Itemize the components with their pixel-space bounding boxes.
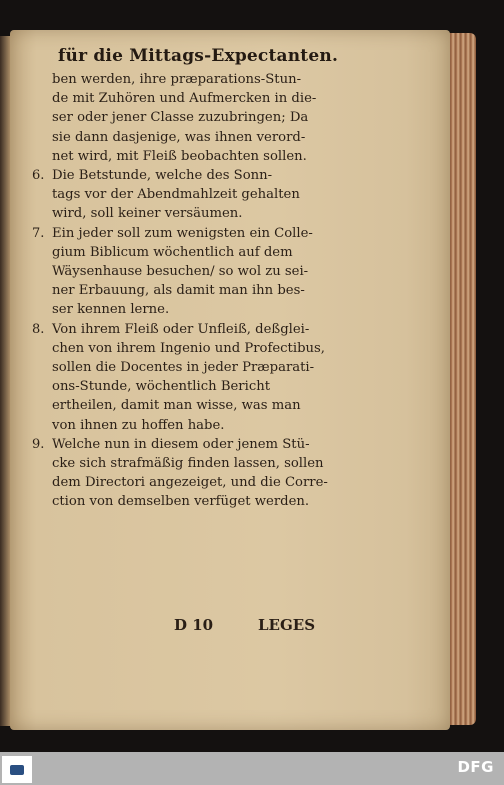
dfg-logo[interactable]: DFG	[457, 758, 494, 776]
text-line: von ihnen zu hoffen habe.	[52, 417, 225, 433]
viewer-footer-bar	[0, 752, 504, 785]
text-line: net wird, mit Fleiß beobachten sollen.	[52, 148, 307, 164]
running-header: für die Mittags-Expectanten.	[58, 46, 339, 66]
rule-number: 9.	[32, 436, 45, 452]
rule-paragraph-8	[32, 320, 325, 435]
text-line: dem Directori angezeiget, und die Corre-	[52, 475, 328, 491]
text-line: ertheilen, damit man wisse, was man	[52, 398, 301, 414]
text-line: ction von demselben verfüget werden.	[52, 494, 310, 510]
text-line: sie dann dasjenige, was ihnen verord-	[52, 129, 306, 145]
text-line: chen von ihrem Ingenio und Profectibus,	[52, 340, 325, 356]
text-line: ons-Stunde, wöchentlich Bericht	[52, 379, 271, 395]
catchword: LEGES	[258, 616, 316, 634]
text-line: ner Erbauung, als damit man ihn bes-	[52, 283, 305, 299]
text-line: cke sich strafmäßig finden lassen, sollen	[52, 456, 324, 472]
text-line: wird, soll keiner versäumen.	[52, 206, 243, 222]
text-line: gium Biblicum wöchentlich auf dem	[52, 244, 293, 260]
text-line: Welche nun in diesem oder jenem Stü-	[52, 436, 310, 452]
text-line: de mit Zuhören und Aufmercken in die-	[52, 91, 317, 107]
signature-mark: D 10	[174, 616, 214, 634]
rule-number: 6.	[32, 168, 45, 184]
binding-edge	[0, 36, 10, 726]
text-line: Wäysenhause besuchen/ so wol zu sei-	[52, 264, 309, 280]
text-line: ser oder jener Classe zuzubringen; Da	[52, 110, 309, 126]
text-line: ser kennen lerne.	[52, 302, 170, 318]
franckesche-stiftungen-logo-icon	[10, 765, 24, 775]
rule-number: 7.	[32, 225, 45, 241]
intro-paragraph	[32, 70, 317, 166]
text-line: sollen die Docentes in jeder Præparati-	[52, 360, 315, 376]
text-line: tags vor der Abendmahlzeit gehalten	[52, 187, 300, 203]
rule-paragraph-6	[32, 166, 312, 224]
text-line: Die Betstunde, welche des Sonn-	[52, 168, 273, 184]
institution-logo[interactable]	[2, 756, 32, 783]
text-line: ben werden, ihre præparations-Stun-	[52, 72, 302, 87]
rule-paragraph-9	[32, 435, 328, 512]
page-body	[32, 70, 328, 512]
rule-number: 8.	[32, 321, 45, 337]
text-line: Ein jeder soll zum wenigsten ein Colle-	[52, 225, 313, 241]
text-line: Von ihrem Fleiß oder Unfleiß, deßglei-	[52, 321, 310, 337]
rule-paragraph-7	[32, 224, 312, 320]
